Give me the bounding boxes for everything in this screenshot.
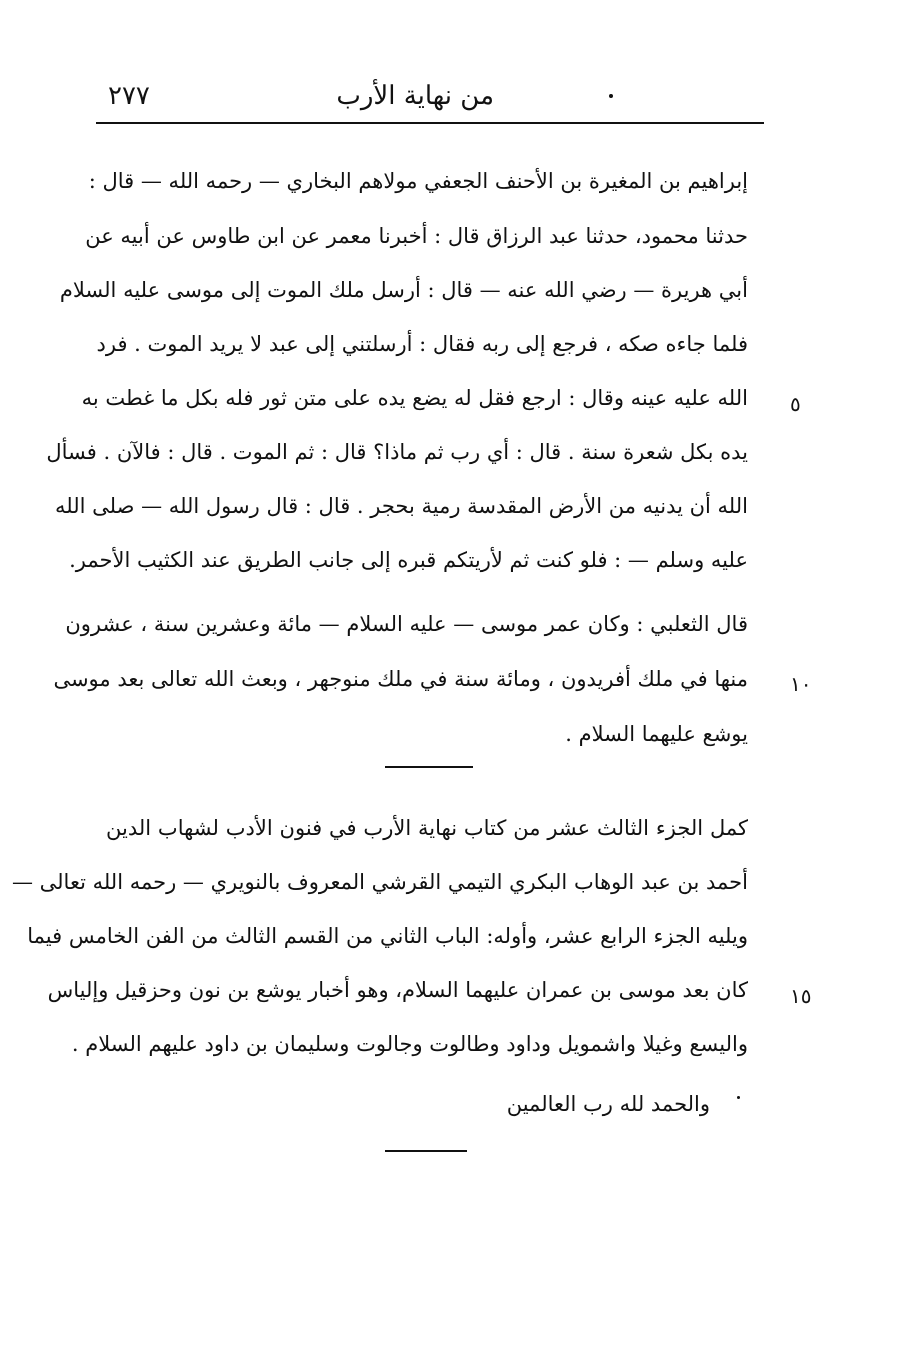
closing-dot xyxy=(737,1096,740,1099)
colophon-line-3: ويليه الجزء الرابع عشر، وأوله: الباب الثاني من القسم الثالث من الفن الخامس فيما xyxy=(27,924,748,948)
colophon-line-5: واليسع وغيلا واشمويل وداود وطالوت وجالوت وسليمان بن داود عليهم السلام . xyxy=(71,1032,748,1056)
section-divider xyxy=(385,766,473,768)
paragraph-1-line-8: عليه وسلم — : فلو كنت ثم لأريتكم قبره إلى جانب الطريق عند الكثيب الأحمر. xyxy=(69,548,748,572)
paragraph-1-line-4: فلما جاءه صكه ، فرجع إلى ربه فقال : أرسلتني إلى عبد لا يريد الموت . فرد xyxy=(96,332,748,356)
page-header xyxy=(96,76,764,124)
paragraph-1-line-5: الله عليه عينه وقال : ارجع فقل له يضع يده على متن ثور فله بكل ما غطت به xyxy=(81,386,748,410)
paragraph-1-line-7: الله أن يدنيه من الأرض المقدسة رمية بحجر . قال : قال رسول الله — صلى الله xyxy=(55,494,748,518)
line-marker-15: ١٥ xyxy=(790,984,812,1008)
colophon-line-4: كان بعد موسى بن عمران عليهما السلام، وهو أخبار يوشع بن نون وحزقيل وإلياس xyxy=(47,978,748,1002)
paragraph-1-line-3: أبي هريرة — رضي الله عنه — قال : أرسل ملك الموت إلى موسى عليه السلام xyxy=(59,278,748,302)
running-title: من نهاية الأرب xyxy=(336,81,494,111)
colophon-line-2: أحمد بن عبد الوهاب البكري التيمي القرشي المعروف بالنويري — رحمه الله تعالى — xyxy=(11,870,748,894)
paragraph-1-line-6: يده بكل شعرة سنة . قال : أي رب ثم ماذا؟ قال : ثم الموت . قال : فالآن . فسأل xyxy=(46,440,748,464)
colophon-closing: والحمد لله رب العالمين xyxy=(506,1092,710,1116)
header-dot xyxy=(609,94,613,98)
paragraph-1-line-2: حدثنا محمود، حدثنا عبد الرزاق قال : أخبرنا معمر عن ابن طاوس عن أبيه عن xyxy=(85,224,748,248)
paragraph-1-line-1: إبراهيم بن المغيرة بن الأحنف الجعفي مولاهم البخاري — رحمه الله — قال : xyxy=(88,169,748,193)
line-marker-5: ٥ xyxy=(790,392,801,416)
line-marker-10: ١٠ xyxy=(790,672,812,696)
paragraph-2-line-2: منها في ملك أفريدون ، ومائة سنة في ملك منوجهر ، وبعث الله تعالى بعد موسى xyxy=(53,667,748,691)
paragraph-2-line-1: قال الثعلبي : وكان عمر موسى — عليه السلام — مائة وعشرين سنة ، عشرون xyxy=(65,612,748,636)
page-number: ٢٧٧ xyxy=(108,81,150,111)
end-divider xyxy=(385,1150,467,1152)
paragraph-2-line-3: يوشع عليهما السلام . xyxy=(565,722,748,746)
colophon-line-1: كمل الجزء الثالث عشر من كتاب نهاية الأرب في فنون الأدب لشهاب الدين xyxy=(106,816,748,840)
